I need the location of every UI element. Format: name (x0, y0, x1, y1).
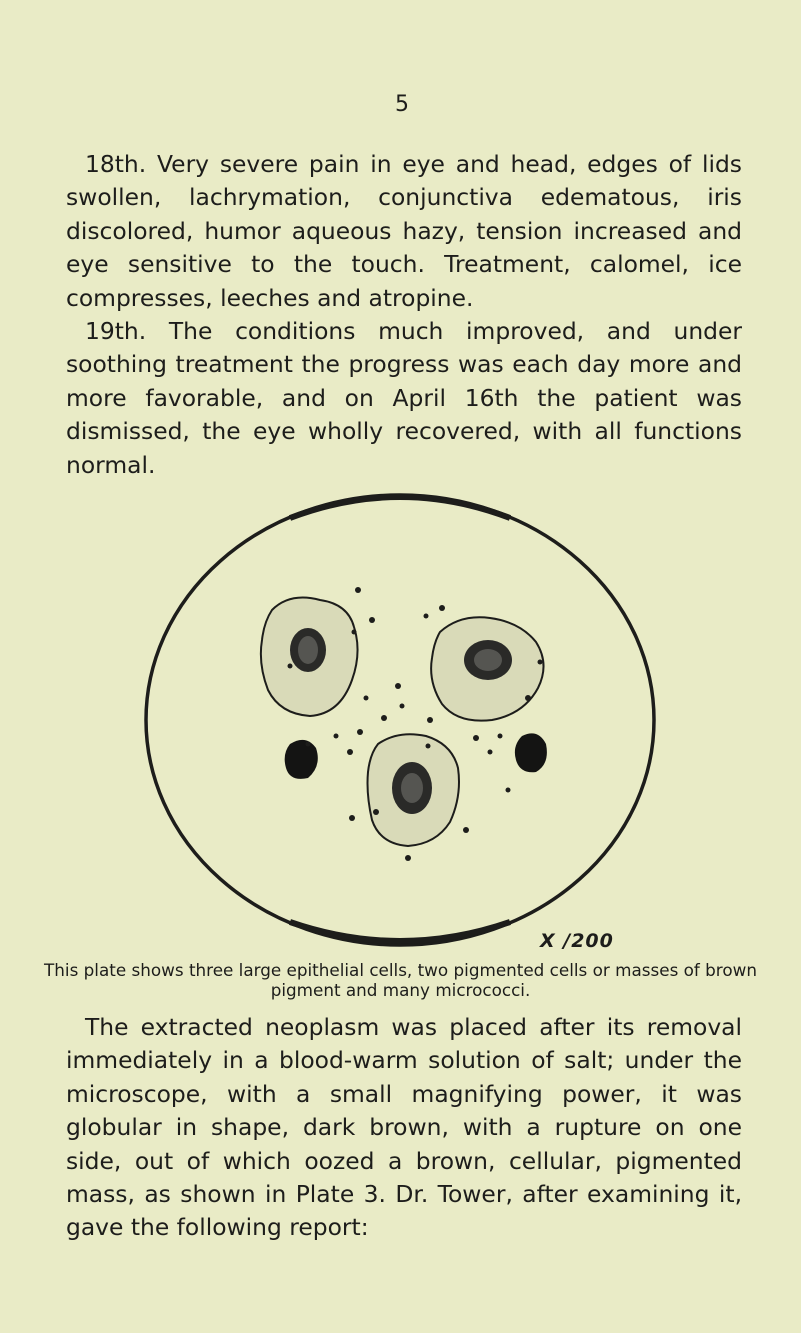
paragraph-neoplasm: The extracted neoplasm was placed after its removal immediately in a blood-warm solution of salt; under the microscope, with a small magnifying power, it was globular in shape, dark brown, with a rupture on one side, out of which oozed a brown, cellular, pigmented mass, as shown in Plate 3. Dr. Tower, after examining it, gave the following report: (66, 1013, 742, 1242)
microscope-plate-figure (140, 482, 660, 962)
bottom-text-block (66, 1011, 742, 1245)
field-arc-top (290, 497, 510, 518)
epithelial-cell-3 (368, 734, 460, 846)
paragraph-19th: 19th. The conditions much improved, and under soothing treatment the progress was each day more and more favorable, and on April 16th the patient was dismissed, the eye wholly recovered, with all functions normal. (66, 317, 742, 479)
pigmented-mass-right (515, 733, 547, 772)
magnification-label: X /200 (540, 930, 614, 952)
pigmented-mass-left (285, 740, 318, 779)
paragraph-18th: 18th. Very severe pain in eye and head, edges of lids swollen, lachrymation, conjunctiva edematous, iris discolored, humor aqueous hazy, tension increased and eye sensitive to the touch. Treatment, calomel, ice compresses, leeches and atropine. (66, 150, 742, 312)
plate-caption: This plate shows three large epithelial cells, two pigmented cells or masses of brown pigment and many micrococci. (44, 960, 757, 1000)
epithelial-cell-2 (431, 617, 543, 720)
microscope-field-circle (146, 495, 654, 945)
field-arc-bottom (290, 922, 510, 941)
epithelial-cell-1 (261, 598, 358, 716)
top-text-block (66, 148, 742, 482)
page-number: 5 (395, 92, 409, 117)
